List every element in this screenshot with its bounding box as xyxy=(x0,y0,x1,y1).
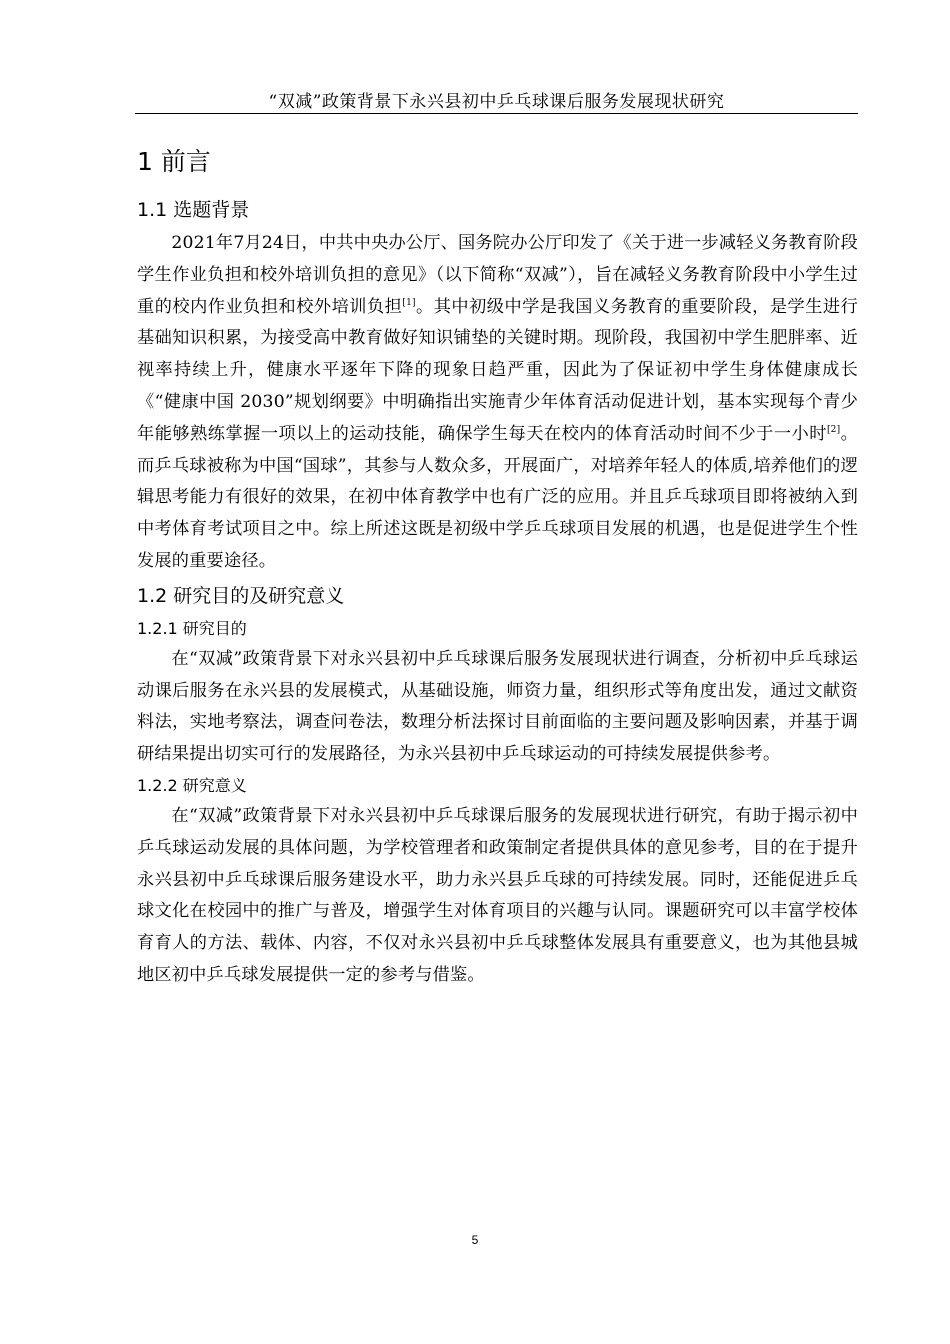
subsection-heading-significance: 1.2.2 研究意义 xyxy=(137,775,247,795)
page-content xyxy=(137,140,858,992)
citation-1: [1] xyxy=(402,297,416,308)
running-header: “双减”政策背景下永兴县初中乒乓球课后服务发展现状研究 xyxy=(268,92,725,112)
page-number: 5 xyxy=(471,1233,479,1247)
paragraph-text: 。而乒乓球被称为中国“国球”，其参与人数众多，开展面广，对培养年轻人的体质,培养他们的逻辑思考能力有很好的效果，在初中体育教学中也有广泛的应用。并且乒乓球项目即将被纳入到中考体育考试项目之中。综上所述这既是初级中学乒乓球项目发展的机遇，也是促进学生个性发展的重要途径。 xyxy=(137,423,858,571)
section-heading-purpose-significance: 1.2 研究目的及研究意义 xyxy=(137,584,345,607)
paragraph-purpose: 在“双减”政策背景下对永兴县初中乒乓球课后服务发展现状进行调查，分析初中乒乓球运动课后服务在永兴县的发展模式，从基础设施，师资力量，组织形式等角度出发，通过文献资料法，实地考察法，调查问卷法，数理分析法探讨目前面临的主要问题及影响因素，并基于调研结果提出切实可行的发展路径，为永兴县初中乒乓球运动的可持续发展提供参考。 xyxy=(137,648,858,765)
paragraph-background xyxy=(137,228,858,578)
citation-2: [2] xyxy=(826,424,841,435)
paragraph-significance: 在“双减”政策背景下对永兴县初中乒乓球课后服务的发展现状进行研究，有助于揭示初中乒乓球运动发展的具体问题，为学校管理者和政策制定者提供具体的意见参考，目的在于提升永兴县初中乒乓球课后服务建设水平，助力永兴县乒乓球的可持续发展。同时，还能促进乒乓球文化在校园中的推广与普及，增强学生对体育项目的兴趣与认同。课题研究可以丰富学校体育育人的方法、载体、内容，不仅对永兴县初中乒乓球整体发展具有重要意义，也为其他县城地区初中乒乓球发展提供一定的参考与借鉴。 xyxy=(137,805,858,985)
paragraph-text: 2021年7月24日，中共中央办公厅、国务院办公厅印发了《关于进一步减轻义务教育阶段学生作业负担和校外培训负担的意见》（以下简称“双减”），旨在减轻义务教育阶段中小学生过重的校内作业负担和校外培训负担 xyxy=(137,233,858,317)
subsection-heading-purpose: 1.2.1 研究目的 xyxy=(137,618,247,638)
chapter-heading: 1 前言 xyxy=(137,147,211,176)
header-divider xyxy=(135,113,858,114)
section-heading-background: 1.1 选题背景 xyxy=(137,199,250,221)
paragraph-text: 。其中初级中学是我国义务教育的重要阶段，是学生进行基础知识积累，为接受高中教育做好知识铺垫的关键时期。现阶段，我国初中学生肥胖率、近视率持续上升，健康水平逐年下降的现象日趋严重，因此为了保证初中学生身体健康成长《“健康中国 2030”规划纲要》中明确指出实施青少年体育活动促进计划，基本实现每个青少年能够熟练掌握一项以上的运动技能，确保学生每天在校内的体育活动时间不少于一小时 xyxy=(137,296,858,444)
